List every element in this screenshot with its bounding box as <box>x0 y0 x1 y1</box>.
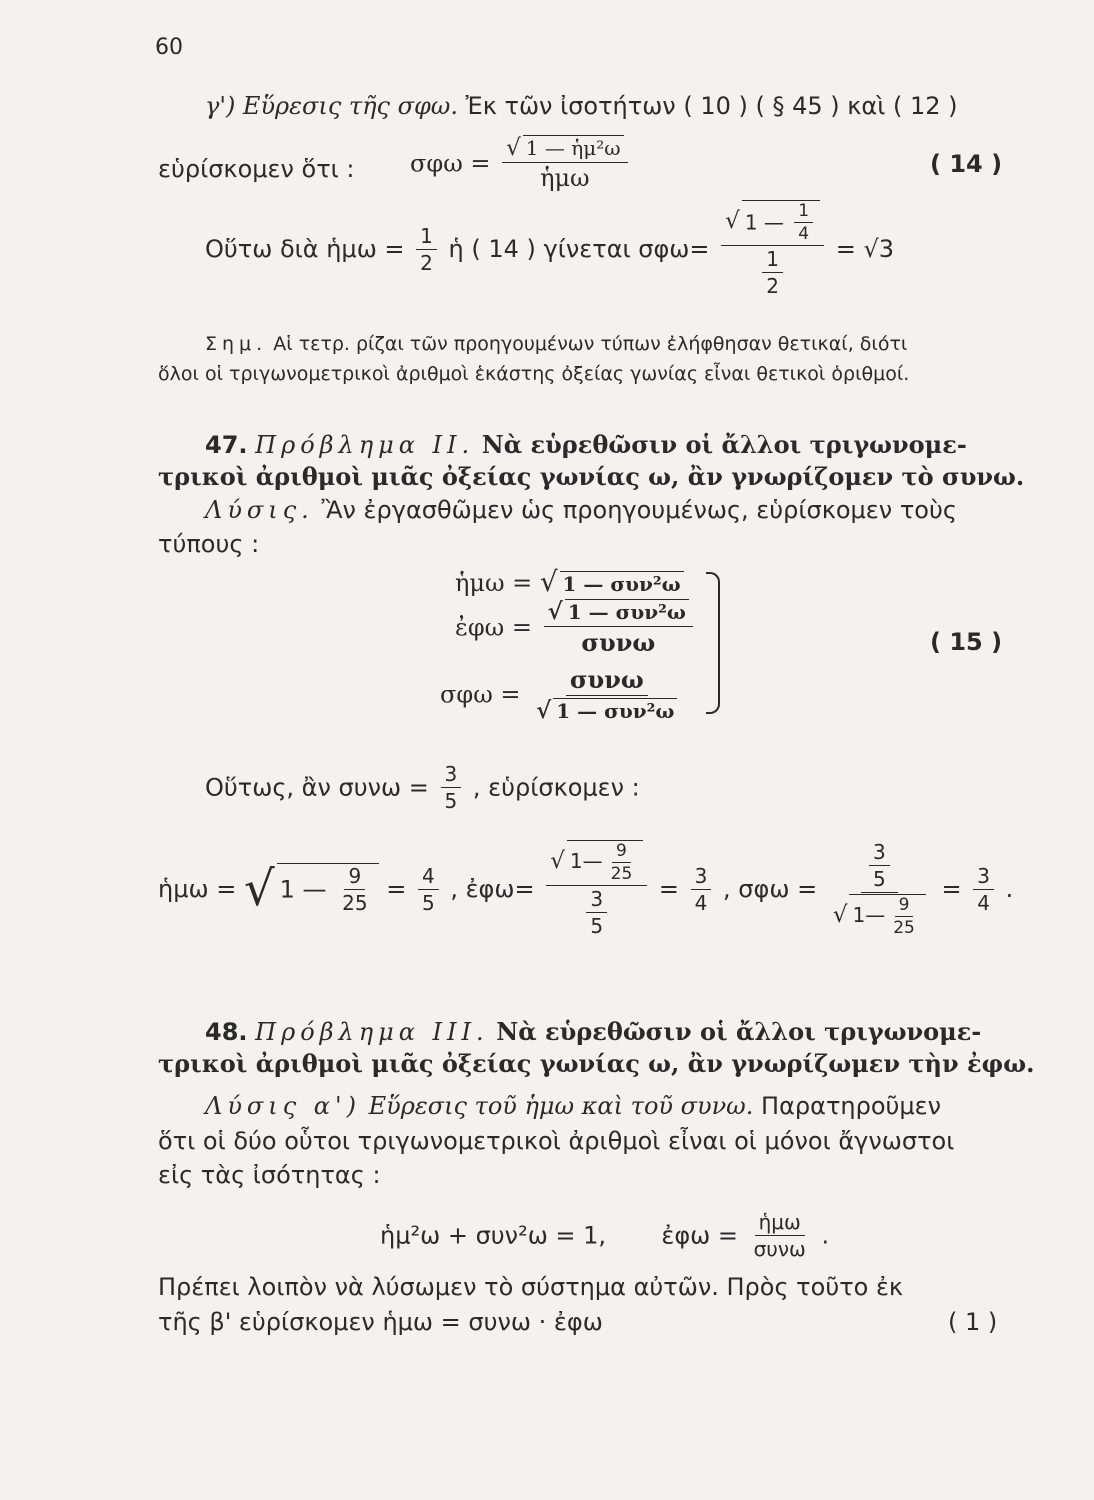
p47-solution <box>205 496 957 524</box>
eq15-l1-rad: 1 — συν²ω <box>560 571 684 596</box>
p48-solution-label: Λύσις α') <box>205 1092 361 1120</box>
p48-line2: ὅτι οἱ δύο οὗτοι τριγωνομετρικοὶ ἀριθμοὶ εἶναι οἱ μόνοι ἄγνωστοι <box>158 1127 955 1155</box>
example2-intro <box>205 762 640 813</box>
eq15-line2: ἐφω = $\frac{\text{√ 1 — συν²ω}}{\text{συνω}}$ <box>455 598 697 657</box>
eq14-lhs: σφω = <box>410 149 491 178</box>
p48-line4: Πρέπει λοιπὸν νὰ λύσωμεν τὸ σύστημα αὐτῶν. Πρὸς τοῦτο ἐκ <box>158 1273 904 1301</box>
ex1-den-den: 2 <box>766 274 779 298</box>
note-line1 <box>205 333 907 355</box>
ex1-den-num: 1 <box>762 247 783 273</box>
eq15-line1: ἡμω = √ 1 — συν²ω <box>455 565 684 598</box>
ex2-efw-d5: 5 <box>590 914 604 938</box>
ex2-n4: 4 <box>418 864 439 890</box>
eq14-formula <box>410 135 632 192</box>
ex2-num: 3 <box>441 762 462 788</box>
ex2-d5: 5 <box>421 890 435 915</box>
ex2-den: 5 <box>444 789 458 813</box>
p48-line5: τῆς β' εὑρίσκομεν ἡμω = συνω · ἐφω <box>158 1308 603 1336</box>
ex2-sfw-fraction: $\frac{3}{5}$ √ 1— $\frac{9}{25}$ <box>829 840 930 938</box>
ex2-text-b: , εὑρίσκομεν : <box>472 773 640 802</box>
p47-title-a: Νὰ εὑρεθῶσιν οἱ ἄλλοι τριγωνομε- <box>481 430 967 459</box>
eq14-num: 1 — ἡμ²ω <box>523 135 624 160</box>
example1 <box>205 200 894 298</box>
ex1-inner-a: 1 — <box>744 210 784 235</box>
eq14-den: ἡμω <box>540 164 590 192</box>
p47-solution-text2: τύπους : <box>158 530 260 558</box>
ex2-efw: , ἐφω= <box>450 875 535 903</box>
p48-eq-num: ἡμω <box>755 1210 805 1236</box>
ex2-eq34: = <box>658 875 680 903</box>
ex2-d25: 25 <box>342 891 368 915</box>
page-number: 60 <box>155 35 183 60</box>
ex2-sfw-d5: 5 <box>872 867 886 891</box>
ex1-text-b: ἡ ( 14 ) γίνεται σφω= <box>448 235 710 263</box>
p47-title-b: τρικοὶ ἀριθμοὶ μιᾶς ὀξείας γωνίας ω, ἂν γνωρίζομεν τὸ συνω. <box>158 462 1025 491</box>
eq15-tag: ( 15 ) <box>930 628 1003 656</box>
p48-eq-den: συνω <box>753 1237 806 1261</box>
p48-line3: εἰς τὰς ἰσότητας : <box>158 1161 381 1189</box>
ex1-text-a: Οὕτω διὰ ἡμω = <box>205 235 405 263</box>
p47-solution-text: Ἂν ἐργασθῶμεν ὡς προηγουμένως, εὑρίσκομεν τοὺς <box>321 496 957 524</box>
ex2-sfw-n9: 9 <box>895 895 914 917</box>
note-line2: ὅλοι οἱ τριγωνομετρικοὶ ἀριθμοὶ ἑκάστης ὀξείας γωνίας εἶναι θετικοὶ ὁριθμοί. <box>158 363 910 385</box>
ex2-efw-d25: 25 <box>610 864 633 884</box>
p47-title-line1 <box>205 430 967 459</box>
eq15-l3-lhs: σφω = <box>440 680 521 709</box>
ex2-end: . <box>1005 875 1014 903</box>
note-label: Σημ. <box>205 333 268 355</box>
p48-title-a: Νὰ εὑρεθῶσιν οἱ ἄλλοι τριγωνομε- <box>496 1017 982 1046</box>
ex1-big-fraction: √ 1 — $\frac{1}{4}$ $\frac{1}{2}$ <box>721 200 824 298</box>
eq15-brace <box>706 572 720 714</box>
ex1-inner-num: 1 <box>794 201 813 223</box>
ex2-eq-final: = <box>941 875 962 903</box>
ex2-sfw-d25: 25 <box>893 918 915 938</box>
section-gamma <box>205 92 958 120</box>
p48-solution-italic: Εὕρεσις τοῦ ἡμω καὶ τοῦ συνω. <box>368 1092 754 1120</box>
p47-number: 47. <box>205 431 248 459</box>
p48-eq-end: . <box>821 1221 830 1250</box>
p48-title-line1 <box>205 1017 981 1046</box>
section-gamma-label: γ') Εὕρεσις τῆς σφω. <box>205 92 459 120</box>
eq14-intro: εὑρίσκομεν ὅτι : <box>158 155 355 183</box>
p48-number: 48. <box>205 1018 248 1046</box>
ex2-eq: = <box>386 875 407 903</box>
eq14-tag: ( 14 ) <box>930 150 1003 178</box>
eq14-fraction: $\frac{\text{√ 1 — ἡμ²ω}}{\text{ἡμω}}$ <box>502 135 627 192</box>
p48-label: Πρόβλημα ΙΙΙ. <box>255 1018 489 1046</box>
ex2-efw-n9: 9 <box>612 841 631 863</box>
ex2-efw-n3: 3 <box>586 887 607 913</box>
eq15-l1-lhs: ἡμω = <box>455 569 533 597</box>
eq15-l3-den: 1 — συν²ω <box>553 698 677 723</box>
ex2-final-d4: 4 <box>977 890 990 915</box>
section-gamma-text: Ἐκ τῶν ἰσοτήτων ( 10 ) ( § 45 ) καὶ ( 12 ) <box>465 92 958 120</box>
ex1-inner-den: 4 <box>798 224 810 244</box>
p48-title-b: τρικοὶ ἀριθμοὶ μιᾶς ὀξείας γωνίας ω, ἂν γνωρίζωμεν τὴν ἐφω. <box>158 1049 1035 1078</box>
eq15-l2-den: συνω <box>581 628 656 657</box>
ex1-half-num: 1 <box>416 224 437 250</box>
p48-tag1: ( 1 ) <box>948 1308 998 1336</box>
p48-solution <box>205 1092 941 1120</box>
note-text1: Αἱ τετρ. ρίζαι τῶν προηγουμένων τύπων ἐλήφθησαν θετικαί, διότι <box>273 333 908 355</box>
ex2-efw-fraction: √ 1— $\frac{9}{25}$ $\frac{3}{5}$ <box>546 840 647 938</box>
example2-formulas: ἡμω = √ 1 — $\frac{9}{25}$ = $\frac{4}{5}$ , ἐφω= √ 1— $\frac{9}{25}$ $\frac{3}{5}$ = $\frac{3}{4}$ , σφω = $\frac{3}{5}$ √ 1— $\frac{9}{25}$ = $\frac{3}{4}$ . <box>158 840 1014 938</box>
eq15-l2-num: 1 — συν²ω <box>565 599 689 624</box>
p48-solution-text: Παρατηροῦμεν <box>761 1092 942 1120</box>
p48-equations <box>380 1210 829 1261</box>
p47-solution-label: Λύσις. <box>205 496 314 524</box>
ex2-sfw-n3: 3 <box>869 840 890 866</box>
ex2-one-minus: 1 — <box>279 875 327 904</box>
ex1-half-den: 2 <box>420 250 433 275</box>
ex2-text-a: Οὕτως, ἂν συνω = <box>205 773 429 802</box>
p48-eq-a: ἡμ²ω + συν²ω = 1, <box>380 1221 607 1250</box>
p47-label: Πρόβλημα ΙΙ. <box>255 431 475 459</box>
ex2-n3: 3 <box>691 864 712 890</box>
p48-eq-b: ἐφω = <box>661 1221 738 1250</box>
ex1-half <box>416 224 437 275</box>
eq15-l3-num: συνω <box>566 665 648 696</box>
eq15-l2-lhs: ἐφω = <box>455 613 532 642</box>
ex2-final-n3: 3 <box>973 864 994 890</box>
eq15-line3: σφω = $\frac{\text{συνω}}{\text{√ 1 — συν²ω}}$ <box>440 665 685 724</box>
ex2-n4b: 4 <box>694 890 708 915</box>
ex2-n9: 9 <box>344 864 365 890</box>
ex2-sfw: , σφω = <box>723 875 818 903</box>
ex1-result: = √3 <box>835 235 895 263</box>
ex2-hmw: ἡμω = <box>158 875 237 903</box>
